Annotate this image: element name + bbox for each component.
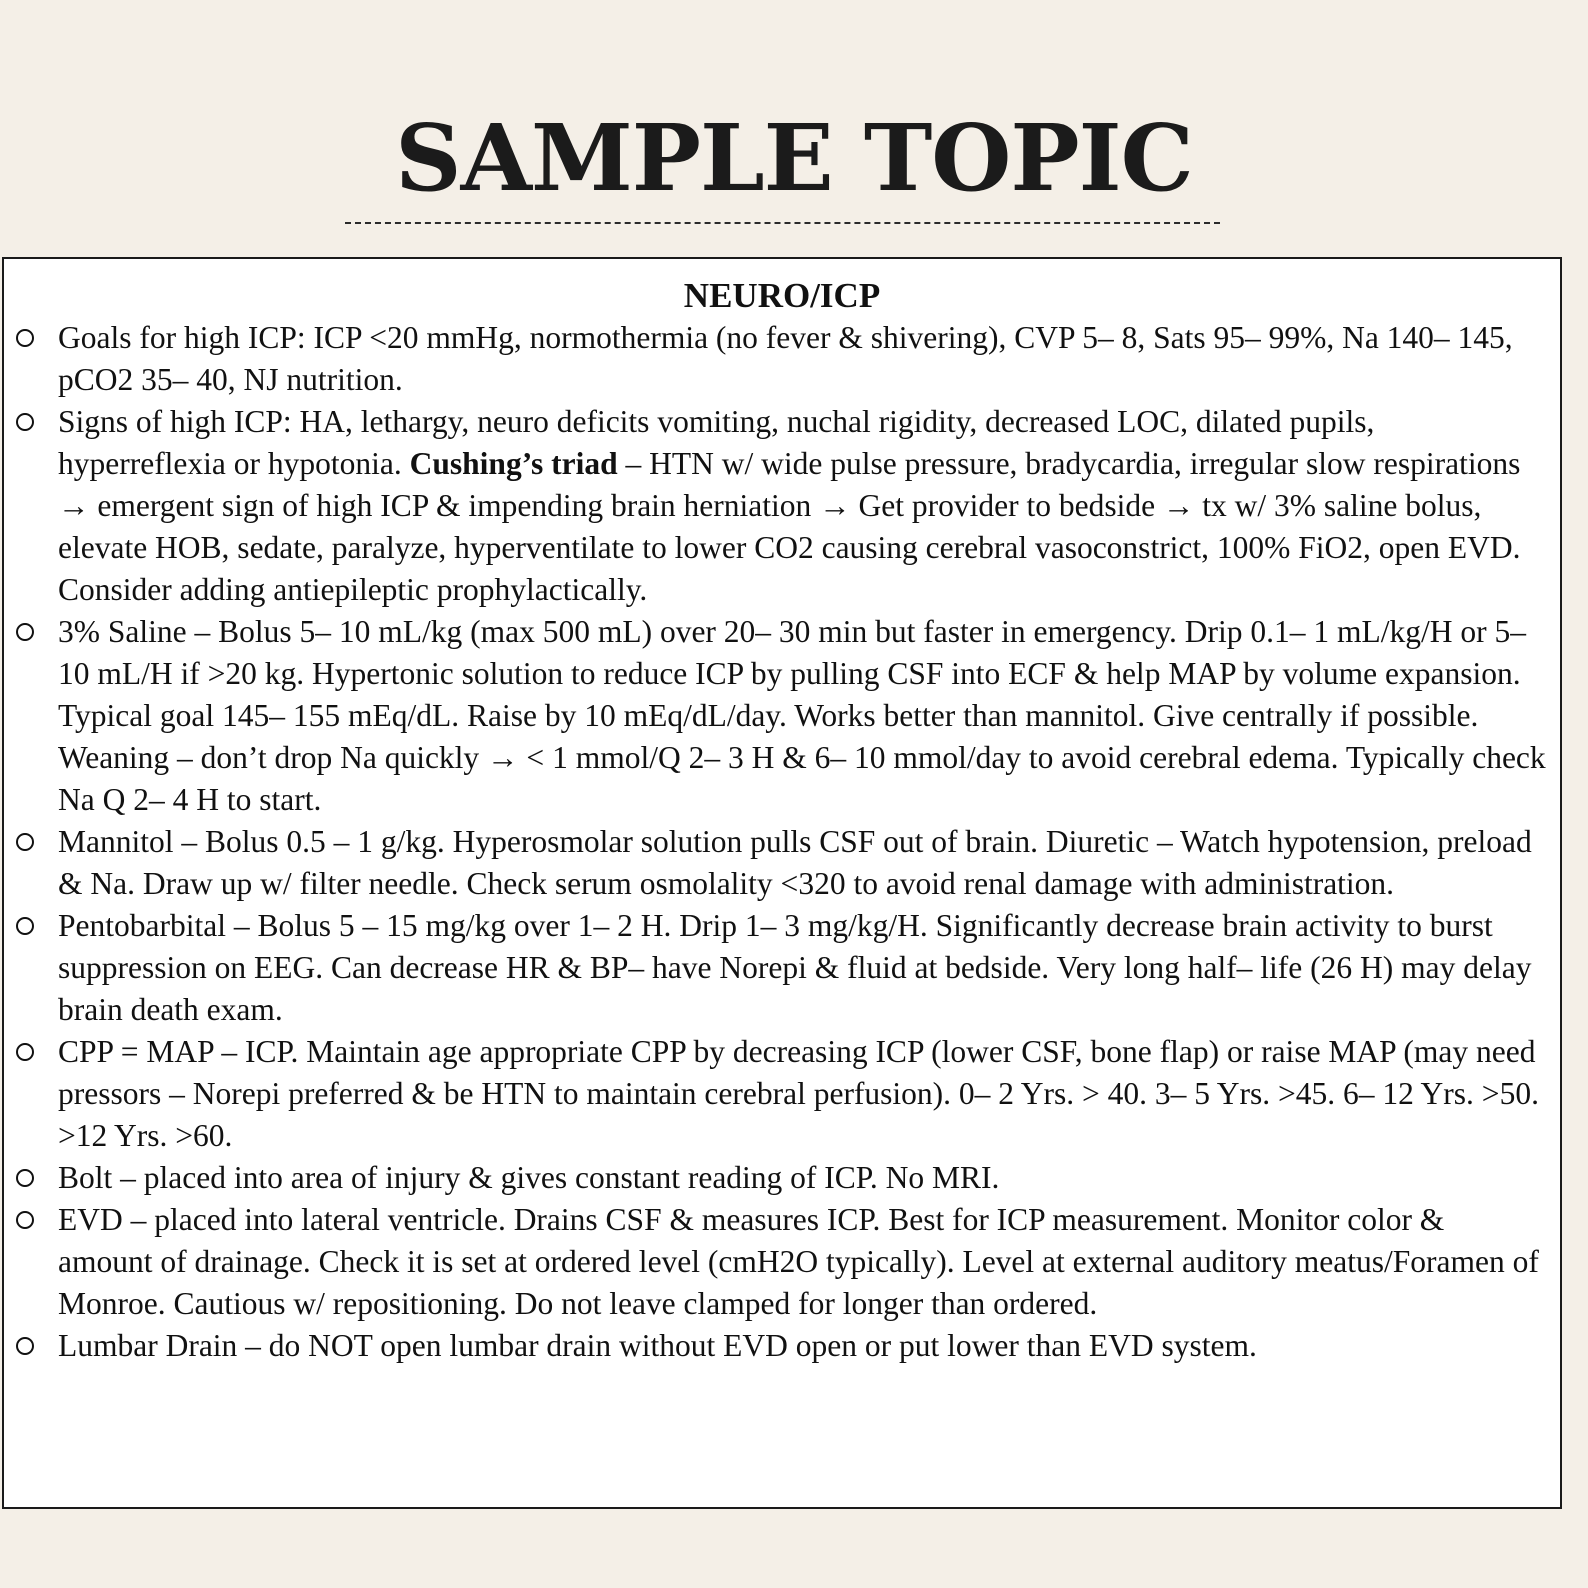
note-text: 3% Saline – Bolus 5– 10 mL/kg (max 500 mL) over 20– 30 min but faster in emergency. Drip 0.1– 1 mL/kg/H or 5– 10 mL/H if >20 kg. Hypertonic solution to reduce ICP by pulling CSF into ECF & help MAP by volume expansion. Typical goal 145– 155 mEq/dL. Raise by 10 mEq/dL/day. Works better than mannitol. Give centrally if possible. Weaning – don’t drop Na quickly → < 1 mmol/Q 2– 3 H & 6– 10 mmol/day to avoid cerebral edema. Typically check Na Q 2– 4 H to start. [58,614,1546,817]
hollow-circle-bullet-icon [16,917,34,935]
card-title: NEURO/ICP [683,276,881,315]
page-header [0,0,1588,258]
notes-list [4,317,1560,1367]
note-text: CPP = MAP – ICP. Maintain age appropriate CPP by decreasing ICP (lower CSF, bone flap) or raise MAP (may need pressors – Norepi preferred & be HTN to maintain cerebral perfusion). 0– 2 Yrs. > 40. 3– 5 Yrs. >45. 6– 12 Yrs. >50. >12 Yrs. >60. [58,1034,1539,1153]
list-item [4,1031,1560,1157]
hollow-circle-bullet-icon [16,1337,34,1355]
hollow-circle-bullet-icon [16,1043,34,1061]
list-item [4,1157,1560,1199]
note-text: Pentobarbital – Bolus 5 – 15 mg/kg over 1– 2 H. Drip 1– 3 mg/kg/H. Significantly decrease brain activity to burst suppression on EEG. Can decrease HR & BP– have Norepi & fluid at bedside. Very long half– life (26 H) may delay brain death exam. [58,908,1532,1027]
note-text-continued: – HTN w/ wide pulse pressure, bradycardia, irregular slow respirations → emergent sign of high ICP & impending brain herniation → Get provider to bedside → tx w/ 3% saline bolus, elevate HOB, sedate, paralyze, hyperventilate to lower CO2 causing cerebral vasoconstrict, 100% FiO2, open EVD. Consider adding antiepileptic prophylactically. [58,446,1521,607]
list-item [4,1325,1560,1367]
list-item [4,821,1560,905]
hollow-circle-bullet-icon [16,413,34,431]
note-text: EVD – placed into lateral ventricle. Drains CSF & measures ICP. Best for ICP measurement. Monitor color & amount of drainage. Check it is set at ordered level (cmH2O typically). Level at external auditory meatus/Foramen of Monroe. Cautious w/ repositioning. Do not leave clamped for longer than ordered. [58,1202,1539,1321]
hollow-circle-bullet-icon [16,1211,34,1229]
list-item [4,317,1560,401]
hollow-circle-bullet-icon [16,833,34,851]
list-item [4,905,1560,1031]
hollow-circle-bullet-icon [16,329,34,347]
note-text: Bolt – placed into area of injury & gives constant reading of ICP. No MRI. [58,1160,1000,1195]
title-divider [345,222,1220,224]
list-item [4,401,1560,611]
note-text: Goals for high ICP: ICP <20 mmHg, normothermia (no fever & shivering), CVP 5– 8, Sats 95– 99%, Na 140– 145, pCO2 35– 40, NJ nutrition. [58,320,1513,397]
note-text: Lumbar Drain – do NOT open lumbar drain without EVD open or put lower than EVD system. [58,1328,1257,1363]
list-item [4,1199,1560,1325]
list-item [4,611,1560,821]
note-text: Mannitol – Bolus 0.5 – 1 g/kg. Hyperosmolar solution pulls CSF out of brain. Diuretic – Watch hypotension, preload & Na. Draw up w/ filter needle. Check serum osmolality <320 to avoid renal damage with administration. [58,824,1532,901]
hollow-circle-bullet-icon [16,623,34,641]
note-text: Signs of high ICP: HA, lethargy, neuro deficits vomiting, nuchal rigidity, decreased LOC, dilated pupils, hyperreflexia or hypotonia. [58,404,1375,481]
hollow-circle-bullet-icon [16,1169,34,1187]
note-emphasis: Cushing’s triad [409,446,618,481]
page-title: SAMPLE TOPIC [395,104,1193,212]
notes-card [2,257,1562,1509]
